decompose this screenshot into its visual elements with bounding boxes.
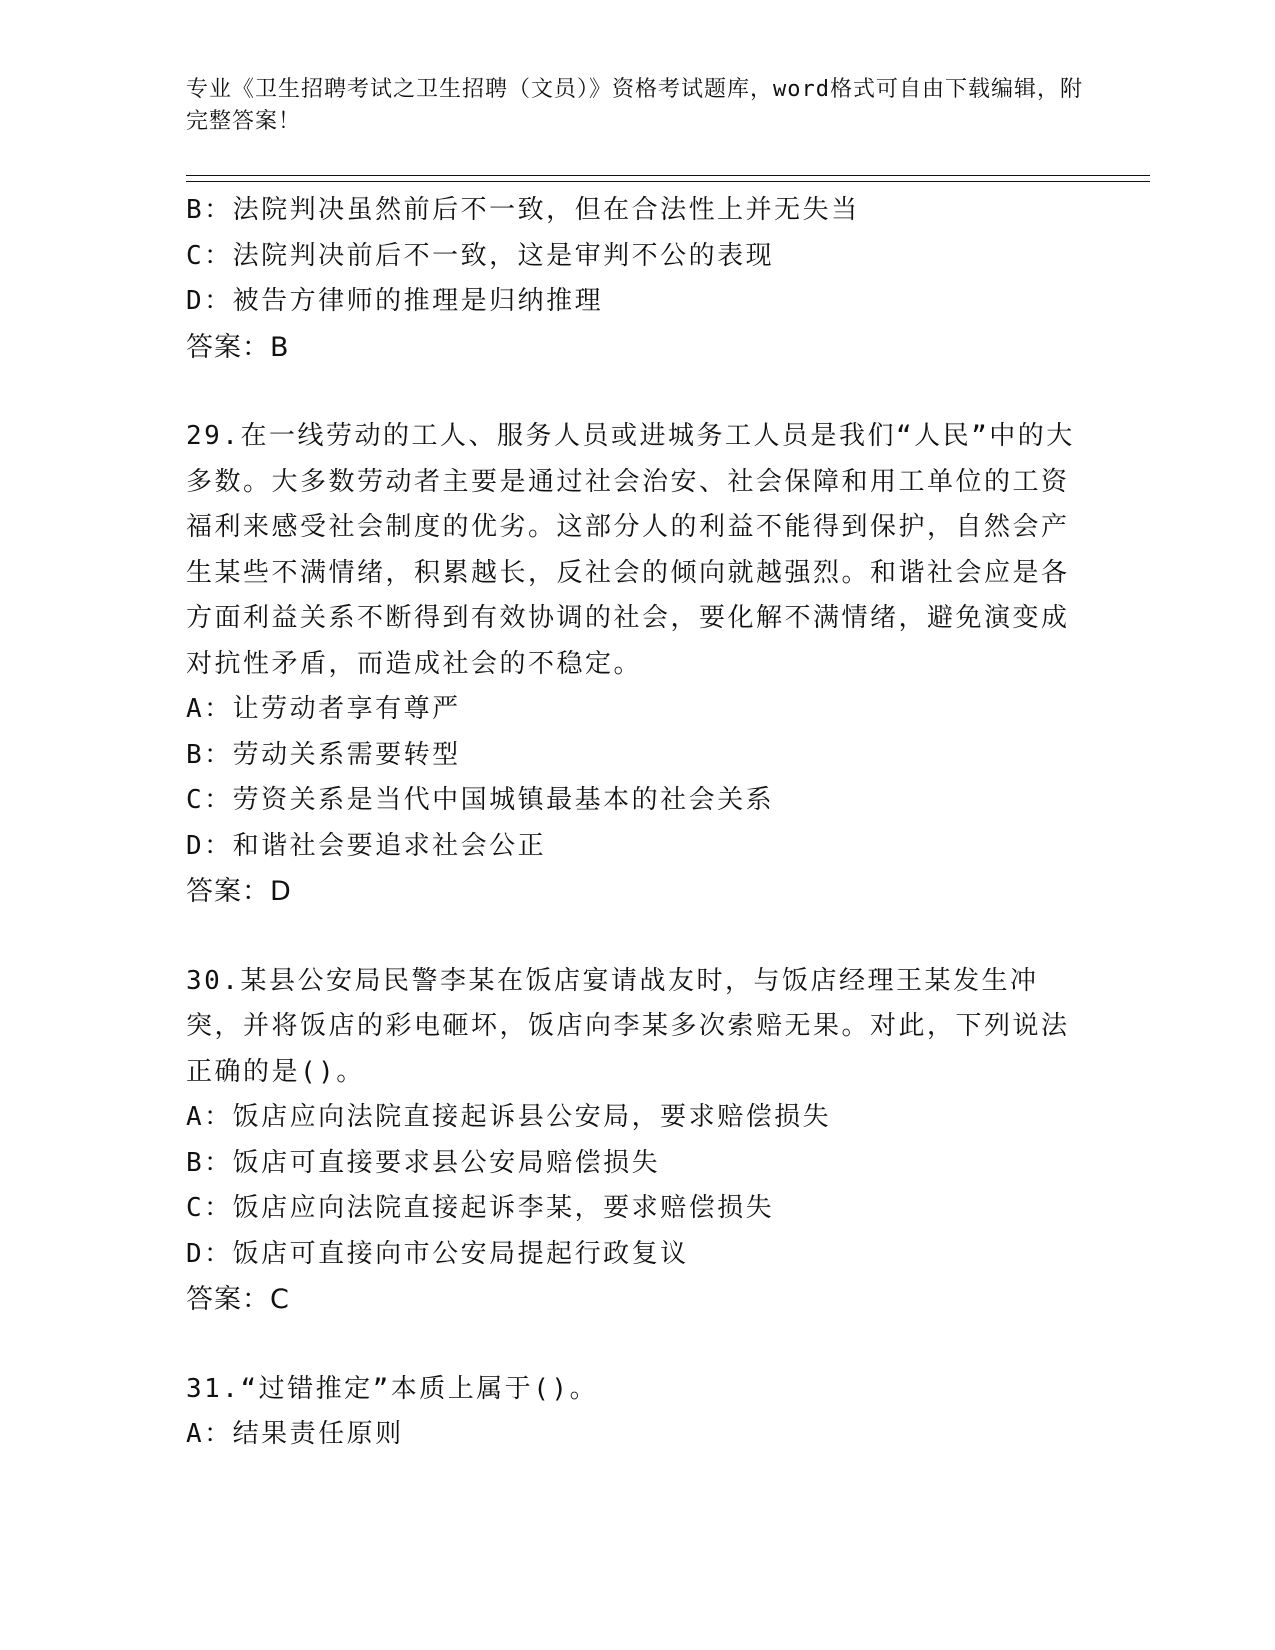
answer-line: 答案：D (186, 876, 292, 907)
option-d: D：饭店可直接向市公安局提起行政复议 (186, 1238, 689, 1269)
header-divider-bottom (186, 181, 1150, 182)
option-c: C：劳资关系是当代中国城镇最基本的社会关系 (186, 785, 775, 815)
question-stem: 30.某县公安局民警李某在饭店宴请战友时，与饭店经理王某发生冲突，并将饭店的彩电砸坏，饭店向李某多次索赔无果。对此，下列说法正确的是()。 (186, 965, 1070, 1087)
header-divider-top (186, 175, 1150, 176)
question-29 (186, 414, 1076, 915)
option-b: B：劳动关系需要转型 (186, 739, 461, 770)
question-stem: 31.“过错推定”本质上属于()。 (186, 1373, 599, 1404)
option-d: D：和谐社会要追求社会公正 (186, 830, 547, 861)
question-list (186, 188, 1076, 1458)
option-b: B：饭店可直接要求县公安局赔偿损失 (186, 1147, 661, 1178)
option-a: A：饭店应向法院直接起诉县公安局，要求赔偿损失 (186, 1102, 832, 1132)
document-header: 专业《卫生招聘考试之卫生招聘（文员）》资格考试题库，word格式可自由下载编辑，附完整答案！ (186, 77, 1083, 134)
option-a: A：让劳动者享有尊严 (186, 694, 461, 724)
option-c: C：法院判决前后不一致，这是审判不公的表现 (186, 240, 775, 271)
question-30 (186, 959, 1076, 1323)
option-a: A：结果责任原则 (186, 1419, 404, 1449)
option-c: C：饭店应向法院直接起诉李某，要求赔偿损失 (186, 1193, 775, 1223)
option-d: D：被告方律师的推理是归纳推理 (186, 286, 604, 316)
option-b: B：法院判决虽然前后不一致，但在合法性上并无失当 (186, 195, 860, 225)
answer-line: 答案：B (186, 331, 290, 363)
question-31 (186, 1367, 1076, 1458)
question-stem: 29.在一线劳动的工人、服务人员或进城务工人员是我们“人民”中的大多数。大多数劳动者主要是通过社会治安、社会保障和用工单位的工资福利来感受社会制度的优劣。这部分人的利益不能得到保护，自然会产生某些不满情绪，积累越长，反社会的倾向就越强烈。和谐社会应是各方面利益关系不断得到有效协调的社会，要化解不满情绪，避免演变成对抗性矛盾，而造成社会的不稳定。 (186, 421, 1075, 679)
question-28-tail (186, 188, 1076, 370)
answer-line: 答案：C (186, 1284, 290, 1315)
